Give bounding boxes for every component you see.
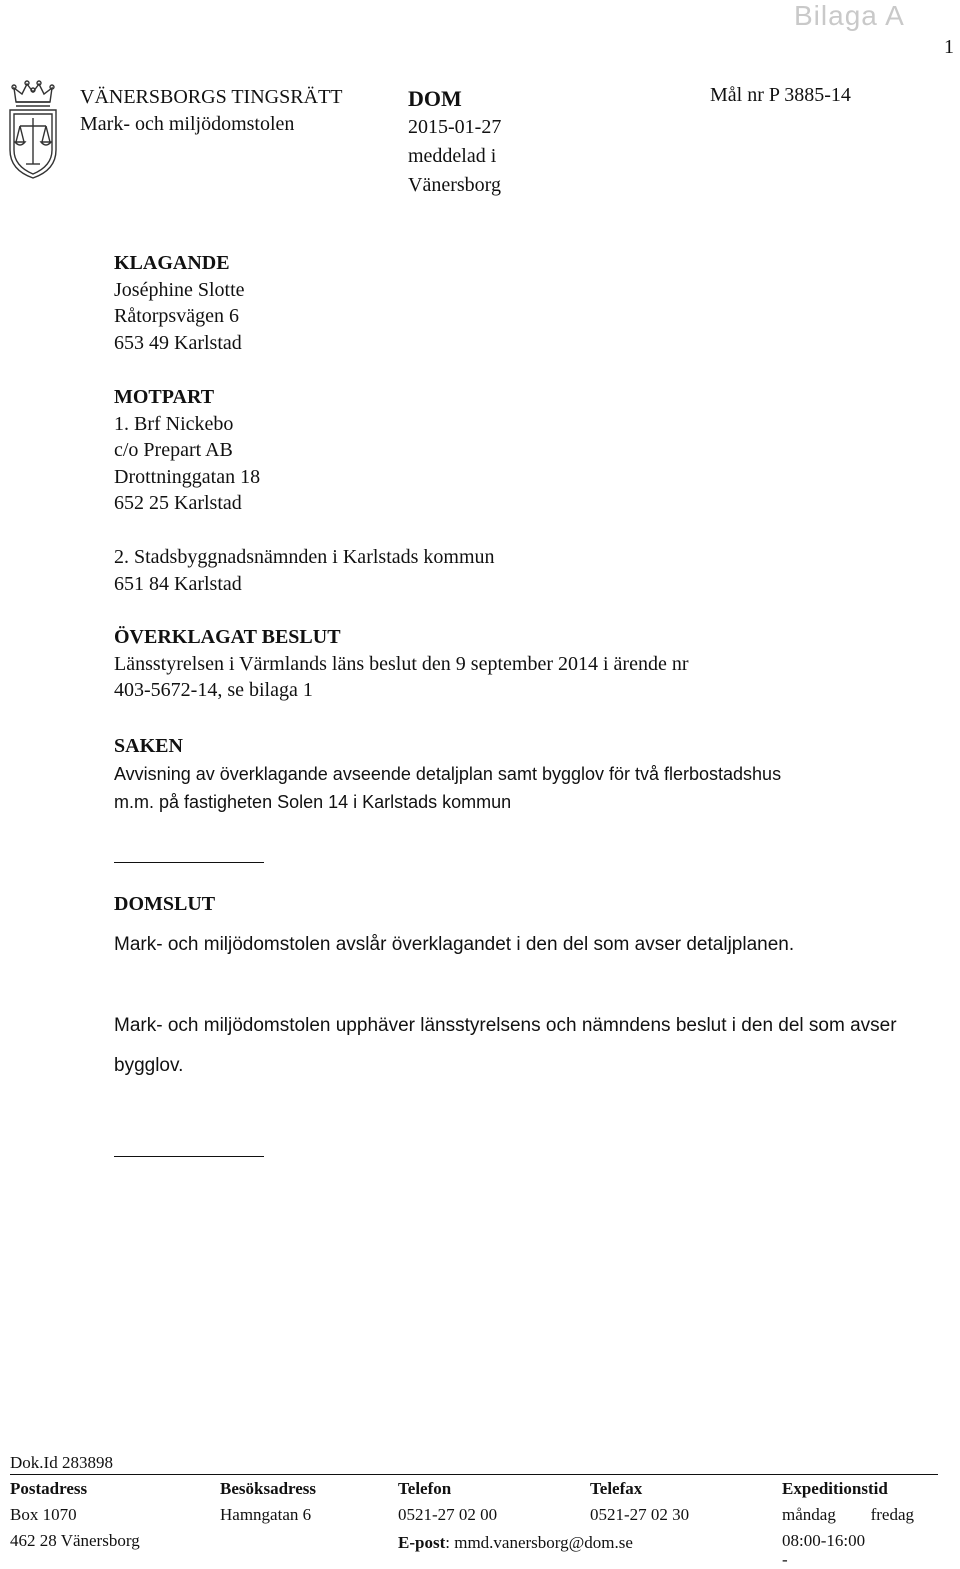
expeditionstid-hours: 08:00-16:00 [782,1531,866,1550]
document-type-block [408,84,501,200]
klagande-line: 653 49 Karlstad [114,331,242,354]
telefon-label: Telefon [398,1479,452,1498]
expeditionstid-label: Expeditionstid [782,1479,888,1498]
telefon-value: 0521-27 02 00 [398,1505,498,1524]
issued-place: Vänersborg [408,174,501,196]
domslut-heading: DOMSLUT [114,893,216,915]
separator-line [114,862,264,863]
besoksadress-line: Hamngatan 6 [220,1505,312,1524]
court-emblem-icon [2,78,64,180]
footer-telefax [590,1476,689,1528]
document-date: 2015-01-27 [408,116,502,138]
epost-label: E-post [398,1533,446,1552]
overklagat-line: Länsstyrelsen i Värmlands läns beslut den 9 september 2014 i ärende nr [114,652,689,675]
saken-section [114,732,781,816]
day-from: måndag [782,1505,836,1524]
day-to: fredag [870,1505,914,1524]
issued-label: meddelad i [408,145,497,167]
klagande-section [114,250,245,356]
document-id: Dok.Id 283898 [10,1453,113,1472]
klagande-heading: KLAGANDE [114,252,230,274]
document-type: DOM [408,86,462,111]
motpart-line: 651 84 Karlstad [114,572,242,595]
court-header [80,84,342,138]
besoksadress-label: Besöksadress [220,1479,317,1498]
klagande-line: Joséphine Slotte [114,278,245,301]
motpart-line: 652 25 Karlstad [114,492,242,514]
motpart-line: Drottninggatan 18 [114,465,261,488]
motpart-section [114,384,260,517]
court-name: VÄNERSBORGS TINGSRÄTT [80,86,343,108]
domslut-paragraph-2: Mark- och miljödomstolen upphäver länsstyrelsens och nämndens beslut i den del som avser bygglov. [114,1015,897,1076]
saken-line: m.m. på fastigheten Solen 14 i Karlstads kommun [114,792,512,812]
expeditionstid-days [782,1502,914,1528]
overklagat-heading: ÖVERKLAGAT BESLUT [114,626,341,648]
klagande-line: Råtorpsvägen 6 [114,305,239,327]
motpart-party2 [114,544,495,597]
footer-divider [10,1474,938,1475]
expeditionstid-dash: - [782,1550,788,1569]
court-division: Mark- och miljödomstolen [80,113,295,135]
page-number: 1 [944,36,954,58]
bilaga-stamp: Bilaga A [794,0,905,31]
motpart-line: 2. Stadsbyggnadsnämnden i Karlstads kommun [114,546,495,568]
domslut-section [114,891,215,918]
telefax-value: 0521-27 02 30 [590,1505,690,1524]
overklagat-line: 403-5672-14, se bilaga 1 [114,679,313,701]
postadress-line: Box 1070 [10,1505,77,1524]
footer-expeditionstid [782,1476,914,1569]
saken-line: Avvisning av överklagande avseende detaljplan samt bygglov för två flerbostadshus [114,764,782,784]
motpart-line: 1. Brf Nickebo [114,412,234,435]
footer-besoksadress [220,1476,316,1528]
domslut-paragraph-1: Mark- och miljödomstolen avslår överklagandet i den del som avser detaljplanen. [114,934,795,955]
motpart-heading: MOTPART [114,386,215,408]
epost-value[interactable]: mmd.vanersborg@dom.se [454,1533,633,1552]
overklagat-section [114,624,688,704]
telefax-label: Telefax [590,1479,643,1498]
postadress-line: 462 28 Vänersborg [10,1531,140,1550]
case-number: Mål nr P 3885-14 [710,84,851,106]
saken-heading: SAKEN [114,735,183,757]
separator-line [114,1156,264,1157]
footer-postadress [10,1476,140,1554]
epost-row: E-post: mmd.vanersborg@dom.se [398,1533,633,1552]
motpart-line: c/o Prepart AB [114,439,233,461]
postadress-label: Postadress [10,1479,88,1498]
